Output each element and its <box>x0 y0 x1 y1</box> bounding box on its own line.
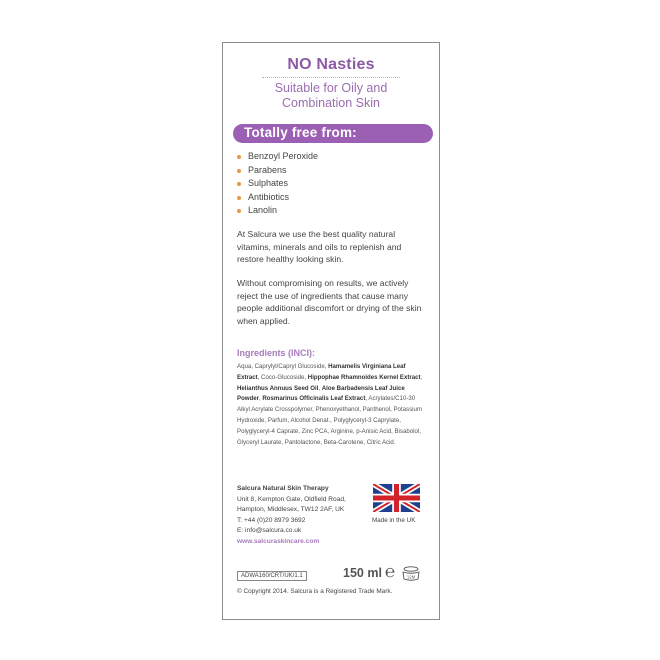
ingredient-segment: , Acrylates/C10-30 Alkyl Acrylate Crosspolymer, Phenoxyethanol, Panthenol, Potassium Hydroxide, Parfum, Alcohol Denat., Polyglyceryl-3 Caprylate, Polyglyceryl-4 Caprate, Zinc PCA, Arginine, p-Anisic Acid, Bisabolol, Glyceryl Laurate, Pantolactone, Beta-Carotene, Citric Acid. <box>237 395 422 446</box>
made-in-uk: Made in the UK <box>372 517 416 524</box>
ingredient-segment: Rosmarinus Officinalis Leaf Extract <box>262 395 366 403</box>
uk-flag-icon <box>373 484 420 512</box>
ingredient-segment: Aloe Barbadensis Leaf Juice Powder <box>237 384 405 403</box>
estimated-mark-icon: ℮ <box>385 562 396 581</box>
address-line-1: Unit 8, Kempton Gate, Oldfield Road, <box>237 495 346 503</box>
phone: T: +44 (0)20 8979 3692 <box>237 516 306 524</box>
ingredients-title: Ingredients (INCI): <box>237 348 315 358</box>
free-from-title: Totally free from: <box>244 125 357 140</box>
ingredient-segment: Aqua, Caprylyl/Capryl Glucoside, <box>237 363 329 370</box>
ingredient-segment: , <box>259 395 263 403</box>
open-jar-icon <box>400 565 422 581</box>
list-item: Benzoyl Peroxide <box>235 150 318 164</box>
list-item: Lanolin <box>235 204 318 218</box>
ingredient-segment: , <box>318 384 322 392</box>
copyright: © Copyright 2014. Salcura is a Registered Trade Mark. <box>237 588 393 595</box>
results-paragraph: Without compromising on results, we actively reject the use of ingredients that cause many people additional discomfort or drying of the skin when applied. <box>237 278 422 326</box>
subtitle-line-1: Suitable for Oily and <box>274 81 388 95</box>
bullet-icon <box>237 209 241 213</box>
ingredients-list <box>237 362 429 448</box>
company-info <box>237 484 346 547</box>
product-code: ADWA160/CRT/UK/1.1 <box>237 571 307 581</box>
pao-label: 12M <box>406 574 416 580</box>
bullet-icon <box>237 155 241 159</box>
address-line-2: Hampton, Middlesex, TW12 2AF, UK <box>237 506 345 513</box>
intro-paragraph: At Salcura we use the best quality natural vitamins, minerals and oils to replenish and restore healthy looking skin. <box>237 229 402 264</box>
company-name: Salcura Natural Skin Therapy <box>237 485 329 492</box>
bullet-icon <box>237 169 241 173</box>
list-item: Parabens <box>235 164 318 178</box>
website-link[interactable]: www.salcuraskincare.com <box>237 537 320 545</box>
volume: 150 ml <box>343 566 382 580</box>
subtitle-line-2: Combination Skin <box>282 96 380 110</box>
email: E: info@salcura.co.uk <box>237 527 302 534</box>
free-from-list <box>235 150 318 218</box>
product-label <box>222 42 440 620</box>
ingredient-segment: Hippophae Rhamnoides Kernel Extract <box>307 373 421 381</box>
list-item: Sulphates <box>235 177 318 191</box>
free-from-banner <box>233 124 433 143</box>
ingredient-segment: Helianthus Annuus Seed Oil <box>237 384 319 392</box>
ingredient-segment: , <box>420 373 423 381</box>
subtitle <box>223 81 439 111</box>
ingredient-segment: Hamamelis Virginiana Leaf Extract <box>237 363 406 381</box>
list-item: Antibiotics <box>235 191 318 205</box>
bullet-icon <box>237 196 241 200</box>
headline-divider <box>262 77 400 78</box>
headline: NO Nasties <box>287 56 375 73</box>
bullet-icon <box>237 182 241 186</box>
ingredient-segment: , Coco-Glucoside, <box>257 373 308 381</box>
